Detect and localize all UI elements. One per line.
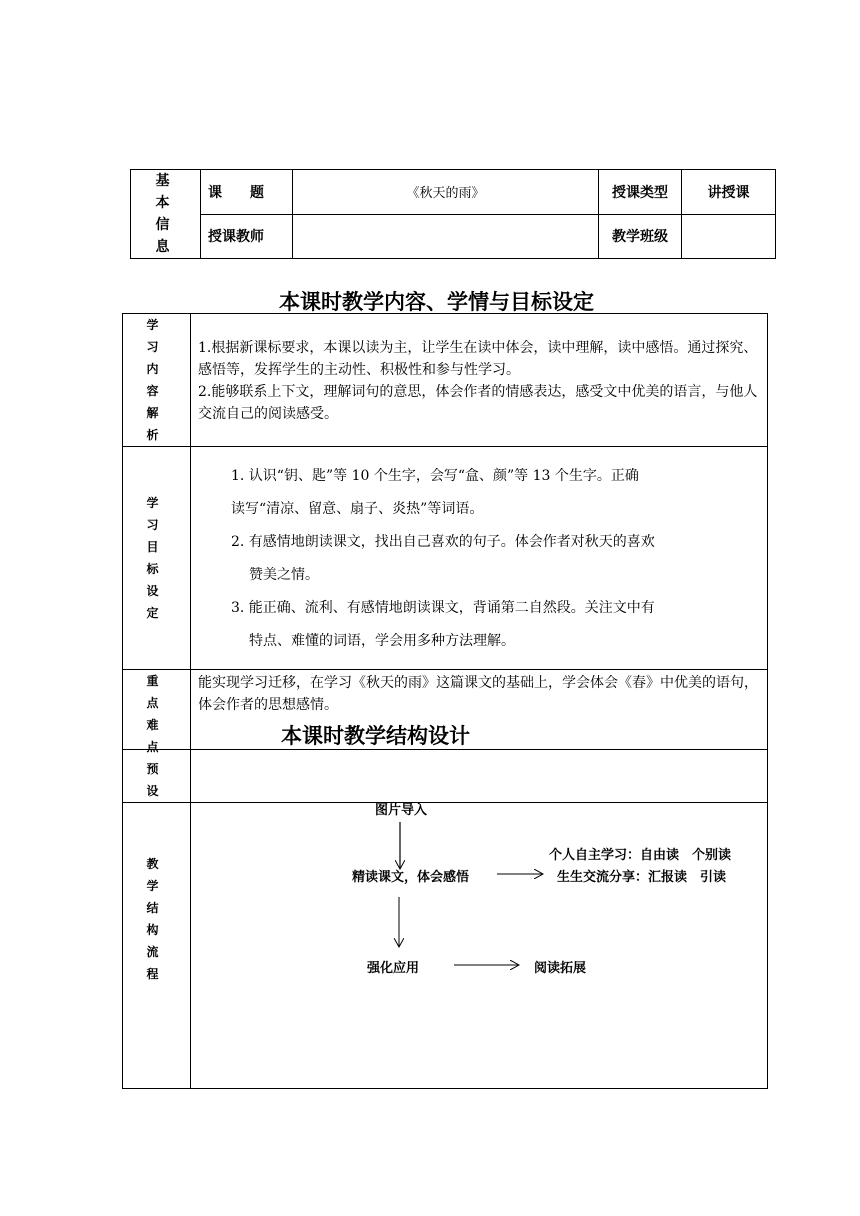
goal-item-2-line-2: 赞美之情。 [249,567,319,583]
key-points-text: 能实现学习迁移，在学习《秋天的雨》这篇课文的基础上，学会体会《春》中优美的语句，体会作者的思想感情。 [191,670,768,803]
goal-item-1-line-1: 1. 认识“钥、匙”等 10 个生字，会写“盒、颜”等 13 个生字。正确 [231,468,639,484]
flow-step-intro: 图片导入 [375,803,428,818]
class-value [682,214,776,259]
basic-info-table [130,169,776,259]
goal-item-2-line-1: 2. 有感情地朗读课文，找出自己喜欢的句子。体会作者对秋天的喜欢 [231,534,655,550]
flow-diagram [191,750,768,1089]
teacher-value [293,214,599,259]
structure-label: 教 学 结 构 流 程 [123,750,191,1089]
structure-table [122,749,768,1089]
section2-title: 本课时教学结构设计 [281,724,470,748]
flow-arrows [191,750,768,1088]
teacher-label: 授课教师 [201,214,293,259]
goals-list [191,447,768,670]
goal-item-3-line-1: 3. 能正确、流利、有感情地朗读课文，背诵第二自然段。关注文中有 [231,600,655,616]
goal-item-1-line-2: 读写“清凉、留意、扇子、炎热”等词语。 [231,501,484,517]
goal-item-3-line-2: 特点、难懂的词语，学会用多种方法理解。 [249,633,515,649]
flow-branch-sharing: 生生交流分享：汇报读 引读 [557,870,727,885]
section1-title: 本课时教学内容、学情与目标设定 [279,290,594,314]
subject-value: 《秋天的雨》 [293,170,599,215]
flow-step-apply: 强化应用 [367,961,420,976]
content-analysis-label: 学 习 内 容 解 析 [123,314,191,447]
type-value: 讲授课 [682,170,776,215]
flow-step-extend: 阅读拓展 [534,961,587,976]
type-label: 授课类型 [599,170,682,215]
goals-label: 学 习 目 标 设 定 [123,447,191,670]
class-label: 教学班级 [599,214,682,259]
basic-info-label: 基 本 信 息 [131,170,201,259]
key-points-label: 重 点 难 点 预 设 [123,670,191,803]
subject-label: 课 题 [201,170,293,215]
flow-branch-self-study: 个人自主学习：自由读 个别读 [549,848,732,863]
content-analysis-text: 1.根据新课标要求，本课以读为主，让学生在读中体会，读中理解，读中感悟。通过探究、感悟等，发挥学生的主动性、积极性和参与性学习。 2.能够联系上下文，理解词句的意思，体会作者的情感表达，感受文中优美的语言，与他人交流自己的阅读感受。 [191,314,768,447]
flow-step-reading: 精读课文，体会感悟 [352,870,470,885]
